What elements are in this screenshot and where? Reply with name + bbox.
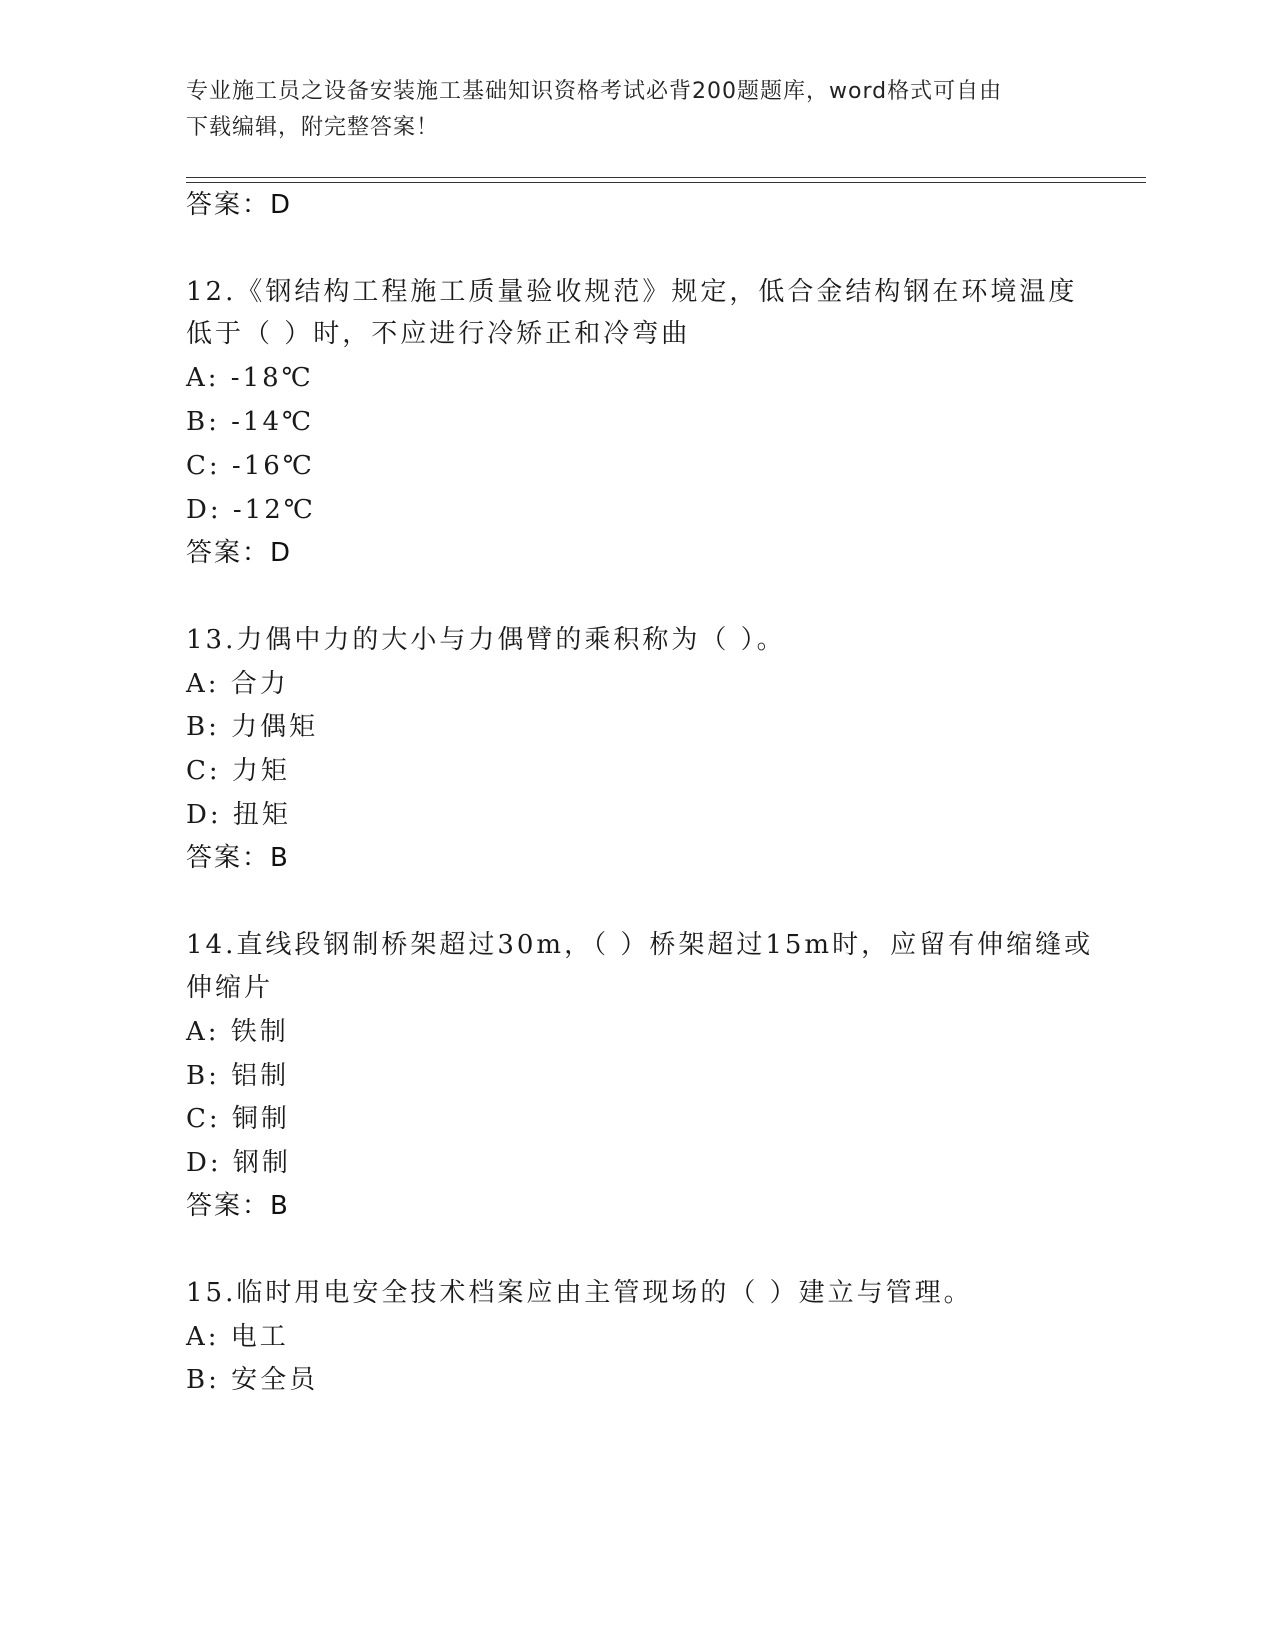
question-13-option-d: D: 扭矩	[186, 800, 291, 830]
question-12-option-c: C: -16℃	[186, 451, 315, 481]
question-12-stem-line-1: 12.《钢结构工程施工质量验收规范》规定，低合金结构钢在环境温度	[186, 277, 1078, 307]
header-line-1: 专业施工员之设备安装施工基础知识资格考试必背200题题库，word格式可自由	[186, 79, 1003, 104]
question-12-option-a: A: -18℃	[186, 363, 314, 393]
answer-q11: 答案：D	[186, 190, 293, 220]
question-14-option-d: D: 钢制	[186, 1148, 291, 1178]
answer-q12: 答案：D	[186, 538, 293, 568]
question-14-stem-line-2: 伸缩片	[186, 973, 274, 1003]
question-12-option-b: B: -14℃	[186, 407, 315, 437]
question-15-option-a: A: 电工	[186, 1322, 289, 1352]
question-13-option-b: B: 力偶矩	[186, 712, 319, 742]
question-14-option-b: B: 铝制	[186, 1061, 290, 1091]
question-12-stem-line-2: 低于（ ）时，不应进行冷矫正和冷弯曲	[186, 319, 691, 349]
question-14-option-c: C: 铜制	[186, 1104, 290, 1134]
question-15-stem: 15.临时用电安全技术档案应由主管现场的（ ）建立与管理。	[186, 1278, 973, 1308]
question-12-option-d: D: -12℃	[186, 495, 316, 525]
question-13-option-a: A: 合力	[186, 669, 289, 699]
question-13-option-c: C: 力矩	[186, 756, 290, 786]
header-divider-bottom	[186, 182, 1146, 183]
header-line-2: 下载编辑，附完整答案！	[186, 115, 440, 140]
question-15-option-b: B: 安全员	[186, 1365, 319, 1395]
header-divider-top	[186, 177, 1146, 178]
answer-q14: 答案：B	[186, 1191, 290, 1221]
question-13-stem: 13.力偶中力的大小与力偶臂的乘积称为（ ）。	[186, 625, 786, 655]
answer-q13: 答案：B	[186, 843, 290, 873]
question-14-option-a: A: 铁制	[186, 1017, 289, 1047]
question-14-stem-line-1: 14.直线段钢制桥架超过30m，（ ）桥架超过15m时，应留有伸缩缝或	[186, 930, 1094, 960]
document-header	[186, 74, 1086, 146]
